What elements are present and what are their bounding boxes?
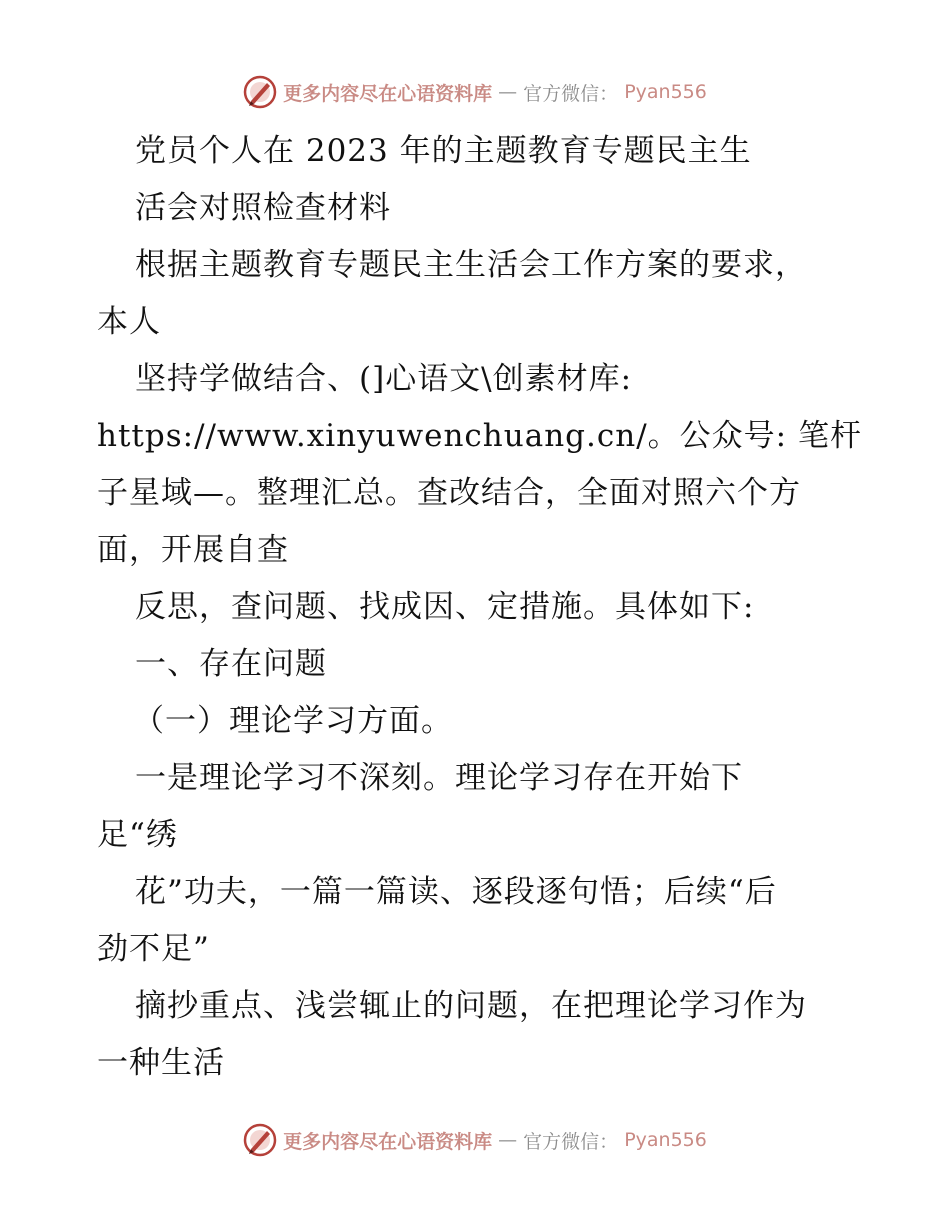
doc-paragraph-line: 反思，查问题、找成因、定措施。具体如下:	[135, 589, 755, 625]
doc-paragraph-line: https://www.xinyuwenchuang.cn/。公众号: 笔杆	[97, 418, 862, 454]
watermark-brand-text: 更多内容尽在心语资料库	[283, 1130, 493, 1153]
doc-paragraph-line: 一是理论学习不深刻。理论学习存在开始下	[135, 760, 743, 796]
header-watermark	[0, 72, 950, 112]
watermark-separator: —	[498, 81, 518, 103]
doc-paragraph-line: 面，开展自查	[97, 532, 289, 568]
watermark-wechat-label: 官方微信：	[523, 82, 619, 105]
subsection-heading: （一）理论学习方面。	[133, 703, 453, 739]
doc-title-line-2: 活会对照检查材料	[135, 190, 391, 226]
doc-paragraph-line: 花”功夫，一篇一篇读、逐段逐句悟；后续“后	[135, 874, 777, 910]
footer-watermark	[0, 1120, 950, 1160]
doc-paragraph-line: 摘抄重点、浅尝辄止的问题，在把理论学习作为	[135, 988, 807, 1024]
doc-paragraph-line: 足“绣	[97, 817, 178, 853]
pen-logo-icon	[243, 75, 277, 109]
watermark-wechat-id: Pyan556	[624, 81, 707, 103]
doc-paragraph-line: 一种生活	[97, 1045, 225, 1081]
doc-paragraph-line: 劲不足”	[97, 931, 210, 967]
doc-paragraph-line: 坚持学做结合、(]心语文\创素材库:	[135, 361, 633, 397]
watermark-wechat-id: Pyan556	[624, 1129, 707, 1151]
watermark-separator: —	[498, 1129, 518, 1151]
watermark-wechat-label: 官方微信：	[523, 1130, 619, 1153]
doc-title-line-1: 党员个人在 2023 年的主题教育专题民主生	[135, 133, 752, 169]
document-body	[97, 123, 862, 1092]
doc-paragraph-line: 子星域—。整理汇总。查改结合，全面对照六个方	[97, 475, 801, 511]
pen-logo-icon	[243, 1123, 277, 1157]
doc-paragraph-line: 本人	[97, 304, 161, 340]
section-heading: 一、存在问题	[135, 646, 327, 682]
watermark-brand-text: 更多内容尽在心语资料库	[283, 82, 493, 105]
doc-paragraph-line: 根据主题教育专题民主生活会工作方案的要求，	[135, 247, 807, 283]
